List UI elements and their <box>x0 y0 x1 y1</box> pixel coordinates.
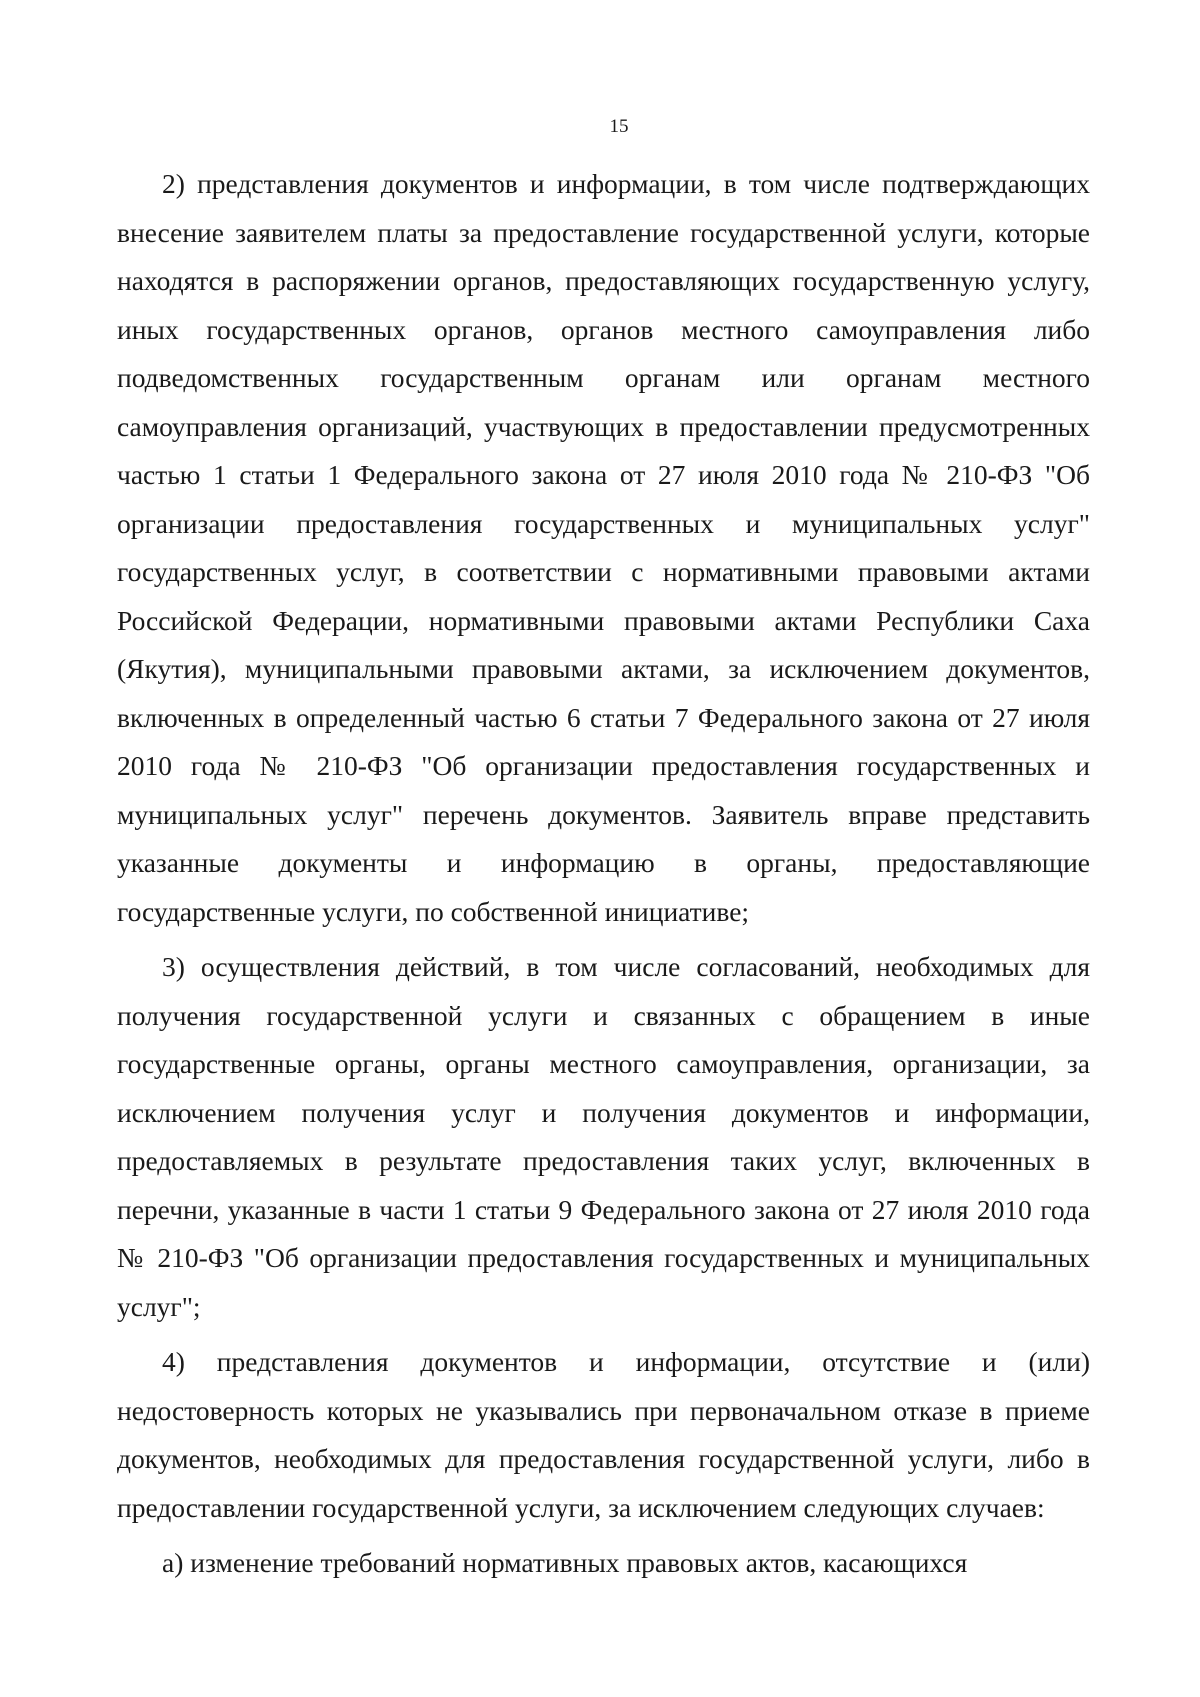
paragraph-item-3: 3) осуществления действий, в том числе согласований, необходимых для получения государственной услуги и связанных с обращением в иные государственные органы, органы местного самоуправления, организации, за исключением получения услуг и получения документов и информации, предоставляемых в результате предоставления таких услуг, включенных в перечни, указанные в части 1 статьи 9 Федерального закона от 27 июля 2010 года № 210-ФЗ "Об организации предоставления государственных и муниципальных услуг"; <box>117 951 1090 1322</box>
document-body <box>117 160 1090 1588</box>
paragraph-subitem-a: а) изменение требований нормативных правовых актов, касающихся <box>162 1547 968 1578</box>
page-number: 15 <box>609 116 629 137</box>
paragraph-item-4: 4) представления документов и информации, отсутствие и (или) недостоверность которых не указывались при первоначальном отказе в приеме документов, необходимых для предоставления государственной услуги, либо в предоставлении государственной услуги, за исключением следующих случаев: <box>117 1346 1090 1523</box>
paragraph-item-2: 2) представления документов и информации, в том числе подтверждающих внесение заявителем платы за предоставление государственной услуги, которые находятся в распоряжении органов, предоставляющих государственную услугу, иных государственных органов, органов местного самоуправления либо подведомственных государственным органам или органам местного самоуправления организаций, участвующих в предоставлении предусмотренных частью 1 статьи 1 Федерального закона от 27 июля 2010 года № 210-ФЗ "Об организации предоставления государственных и муниципальных услуг" государственных услуг, в соответствии с нормативными правовыми актами Российской Федерации, нормативными правовыми актами Республики Саха (Якутия), муниципальными правовыми актами, за исключением документов, включенных в определенный частью 6 статьи 7 Федерального закона от 27 июля 2010 года № 210-ФЗ "Об организации предоставления государственных и муниципальных услуг" перечень документов. Заявитель вправе представить указанные документы и информацию в органы, предоставляющие государственные услуги, по собственной инициативе; <box>117 168 1090 927</box>
